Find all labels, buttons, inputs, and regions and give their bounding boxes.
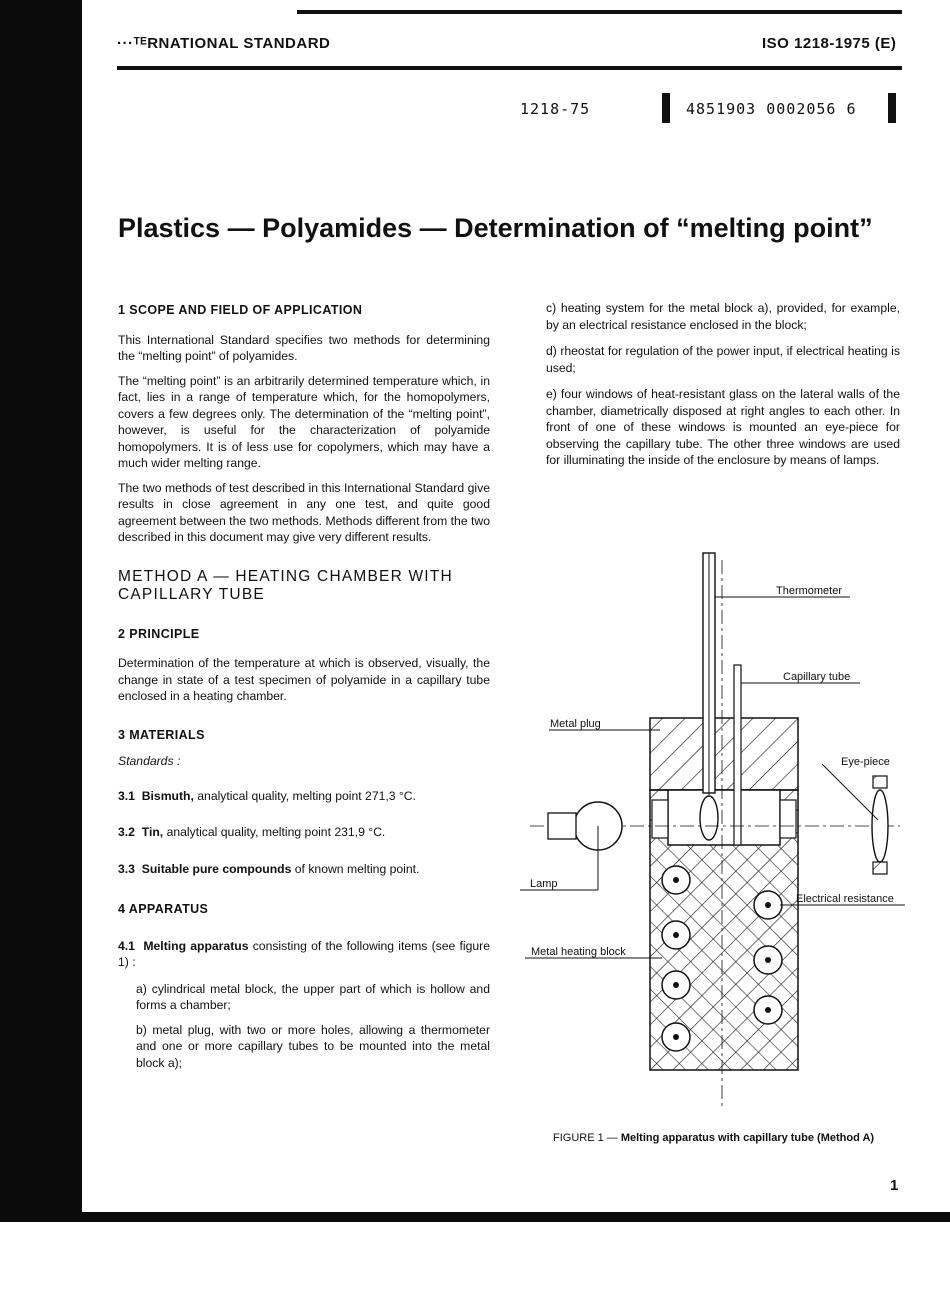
thermometer-bulb xyxy=(700,796,718,840)
section-2-para: Determination of the temperature at which is observed, visually, the change in state of a test specimen of polyamide in a capillary tube enclosed in a heating chamber. xyxy=(118,656,490,703)
item-e: e) four windows of heat-resistant glass on the lateral walls of the chamber, diametrically disposed at right angles to each other. In front of one of these windows is mounted an eye-piece for observing the capillary tube. The other three windows are used for illuminating the inside of the enclosure by means of lamps. xyxy=(546,387,900,467)
label-lamp: Lamp xyxy=(530,878,558,890)
lamp-socket xyxy=(548,813,576,839)
section-1-para-1: This International Standard specifies two methods for determining the “melting point” of polyamides. xyxy=(118,332,490,363)
eye-piece xyxy=(872,790,888,862)
item-3-1-bold: Bismuth, xyxy=(141,788,194,803)
window-left xyxy=(652,800,668,838)
stamp-number: 4851903 0002056 6 xyxy=(686,100,857,118)
window-right xyxy=(780,800,796,838)
stamp-bar-right xyxy=(888,93,896,123)
heating-chamber xyxy=(668,790,780,845)
section-4-heading: 4 APPARATUS xyxy=(118,902,209,916)
section-3-heading: 3 MATERIALS xyxy=(118,727,205,742)
melting-apparatus-figure xyxy=(515,548,915,1128)
header-rule-bottom xyxy=(117,66,902,70)
item-c: c) heating system for the metal block a), provided, for example, by an electrical resistance enclosed in the block; xyxy=(546,301,900,332)
item-3-3-bold: Suitable pure compounds xyxy=(141,861,292,876)
item-b: b) metal plug, with two or more holes, allowing a thermometer and one or more capillary tubes to be mounted into the metal block a); xyxy=(136,1022,490,1070)
label-eye-piece: Eye-piece xyxy=(841,756,890,768)
figure-caption-prefix: FIGURE 1 — xyxy=(553,1132,621,1144)
item-3-1-text: analytical quality, melting point 271,3 °C. xyxy=(193,788,416,803)
header-left: ···ᵀᴱRNATIONAL STANDARD xyxy=(117,35,331,52)
scan-bottom-edge xyxy=(0,1212,950,1222)
right-column xyxy=(546,300,900,477)
item-3-3-number: 3.3 xyxy=(118,861,135,876)
item-4-1-text: consisting of the following items (see figure 1) : xyxy=(118,938,490,969)
method-a-heading: METHOD A — HEATING CHAMBER WITH CAPILLARY TUBE xyxy=(118,567,453,603)
figure-caption-title: Melting apparatus with capillary tube (Method A) xyxy=(620,1132,875,1144)
page-number: 1 xyxy=(890,1177,899,1194)
section-1-heading: 1 SCOPE AND FIELD OF APPLICATION xyxy=(118,303,363,317)
section-2-heading: 2 PRINCIPLE xyxy=(118,626,200,641)
item-3-1 xyxy=(118,788,490,805)
metal-plug xyxy=(650,718,798,790)
figure-caption xyxy=(553,1132,874,1144)
item-3-3 xyxy=(118,861,490,878)
capillary-tube xyxy=(734,665,741,845)
section-1-para-3: The two methods of test described in this International Standard give results in close agreement in any one test, and quite good agreement between the two methods. Methods different from the two described in this document may give very different results. xyxy=(118,480,490,544)
header-rule-top xyxy=(297,10,902,14)
scan-left-edge xyxy=(0,0,82,1220)
section-1-para-2: The “melting point” is an arbitrarily determined temperature which, in fact, lies in a range of temperature which, for the homopolymers, covers a few degrees only. The determination of the “melting point”, however, is useful for the characterization of polyamide homopolymers. It is of less use for copolymers, which may have a much wider melting range. xyxy=(118,373,490,470)
label-thermometer: Thermometer xyxy=(776,585,843,597)
item-3-1-number: 3.1 xyxy=(118,788,135,803)
item-3-2-bold: Tin, xyxy=(141,825,164,839)
label-metal-plug: Metal plug xyxy=(550,718,601,730)
item-3-2-text: analytical quality, melting point 231,9 °C. xyxy=(163,825,386,839)
stamp-code: 1218-75 xyxy=(520,100,591,118)
stamp-bar-left xyxy=(662,93,670,123)
item-4-1 xyxy=(118,938,490,971)
left-column xyxy=(118,302,490,1079)
item-4-1-bold: Melting apparatus xyxy=(143,938,249,953)
label-capillary-tube: Capillary tube xyxy=(783,671,851,683)
label-metal-heating-block: Metal heating block xyxy=(531,946,626,958)
label-electrical-resistance: Electrical resistance xyxy=(796,893,894,905)
item-3-3-text: of known melting point. xyxy=(291,861,420,876)
item-3-2 xyxy=(118,824,490,841)
item-3-2-number: 3.2 xyxy=(118,825,135,839)
header-right: ISO 1218-1975 (E) xyxy=(762,35,897,52)
item-d: d) rheostat for regulation of the power input, if electrical heating is used; xyxy=(546,344,900,375)
document-title: Plastics — Polyamides — Determination of “melting point” xyxy=(118,213,873,243)
standards-label: Standards : xyxy=(118,754,181,768)
item-4-1-number: 4.1 xyxy=(118,938,135,953)
item-a: a) cylindrical metal block, the upper part of which is hollow and forms a chamber; xyxy=(136,981,490,1012)
